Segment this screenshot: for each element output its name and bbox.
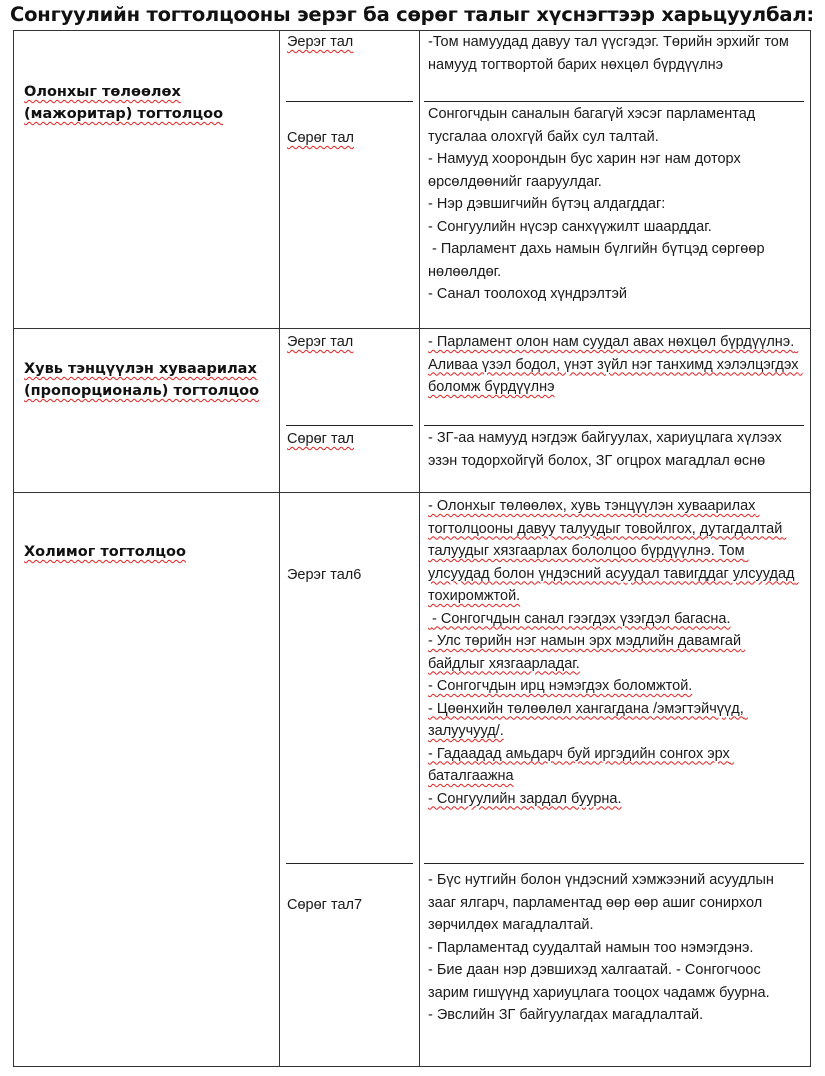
negative-label: Сөрөг тал7 [287,897,363,913]
positive-text [428,331,803,399]
text-line: - Сонгуулийн нүсэр санхүүжилт шаарддаг. [428,218,712,235]
system-cell [14,493,280,1066]
text-line: - Сонгогчдын ирц нэмэгдэх боломжтой. [428,678,693,694]
negative-text [428,427,800,472]
text-line: - Улс төрийн нэг намын эрх мэдлийн давамгай байдлыг хязгаарладаг. [428,633,746,672]
text-line: - Нэр дэвшигчийн бүтэц алдагддаг: [428,196,666,212]
negative-label: Сөрөг тал [287,431,354,447]
text-line: - Намууд хоорондын бус харин нэг нам доторх өрсөлдөөнийг гааруулдаг. [428,151,745,190]
text-line: - Бүс нутгийн болон үндэсний хэмжээний асуудлын зааг ялгарч, парламентад өөр өөр ашиг сонирхол зөрчилдөх магадлалтай. [428,872,778,933]
side-label-cell [280,31,420,328]
positive-text [428,31,800,76]
description-cell [420,31,810,328]
system-name: Хувь тэнцүүлэн хуваарилах (пропорциональ) тогтолцоо [24,361,260,399]
text-line: - Олонхыг төлөөлөх, хувь тэнцүүлэн хуваарилах тогтолцооны давуу талуудыг товойлгох, дутагдалтай талуудыг хязгаарлах бололцоо бүрдүүлнэ. Том улсуудад болон үндэсний асуудал тавигддаг улсуудад тохиромжтой. [428,498,799,604]
text-line: - Эвслийн ЗГ байгуулагдах магадлалтай. [428,1007,704,1023]
divider [286,425,413,426]
document-title: Сонгуулийн тогтолцооны эерэг ба сөрөг талыг хүснэгтээр харьцуулбал: [10,3,815,26]
divider [286,863,413,864]
comparison-table [13,30,811,1067]
text-line: - Бие даан нэр дэвшихэд халгаатай. - Сонгогчоос зарим гишүүнд хариуцлага тооцох чадамж буурна. [428,962,770,1001]
text-line: - Сонгуулийн зардал буурна. [428,790,622,807]
positive-label: Эерэг тал [287,334,354,350]
negative-text [428,869,800,1027]
table-row-majoritarian [14,31,810,329]
negative-label: Сөрөг тал [287,130,354,146]
system-name: Холимог тогтолцоо [24,544,186,560]
text-line: - Сонгогчдын санал гээгдэх үзэгдэл багасна. [428,610,731,627]
description-cell [420,329,810,492]
table-row-proportional [14,329,810,493]
negative-text [428,103,800,306]
divider [286,101,413,102]
side-label-cell [280,329,420,492]
text-line: - Парламент дахь намын бүлгийн бүтцэд сөргөөр нөлөөлдөг. [428,241,769,280]
system-name: Олонхыг төлөөлөх (мажоритар) тогтолцоо [24,84,224,122]
divider [424,101,804,102]
positive-label: Эерэг тал6 [287,567,362,583]
text-line: - Гадаадад амьдарч буй иргэдийн сонгох эрх баталгаажна [428,745,734,784]
text-line: - Санал тоолоход хүндрэлтэй [428,286,627,302]
divider [424,863,804,864]
table-row-mixed [14,493,810,1066]
text-line: - Парламент олон нам суудал авах нөхцөл бүрдүүлнэ. Аливаа үзэл бодол, үнэт зүйл нэг танхимд хэлэлцэгдэх боломж бүрдүүлнэ [428,334,803,395]
text-line: - Цөөнхийн төлөөлөл хангагдана /эмэгтэйчүүд, залуучууд/. [428,700,748,739]
divider [424,425,804,426]
system-cell [14,329,280,492]
side-label-cell [280,493,420,1066]
text-line: -Том намуудад давуу тал үүсгэдэг. Төрийн эрхийг том намууд тогтвортой барих нөхцөл бүрдүүлнэ [428,34,793,73]
system-cell [14,31,280,328]
positive-label: Эерэг тал [287,34,354,50]
text-line: - ЗГ-аа намууд нэгдэж байгуулах, хариуцлага хүлээх эзэн тодорхойгүй болох, ЗГ огцрох магадлал өснө [428,430,786,469]
description-cell [420,493,810,1066]
text-line: Сонгогчдын саналын багагүй хэсэг парламентад тусгалаа олохгүй байх сул талтай. [428,106,760,145]
positive-text [428,495,800,810]
text-line: - Парламентад суудалтай намын тоо нэмэгдэнэ. [428,939,754,956]
